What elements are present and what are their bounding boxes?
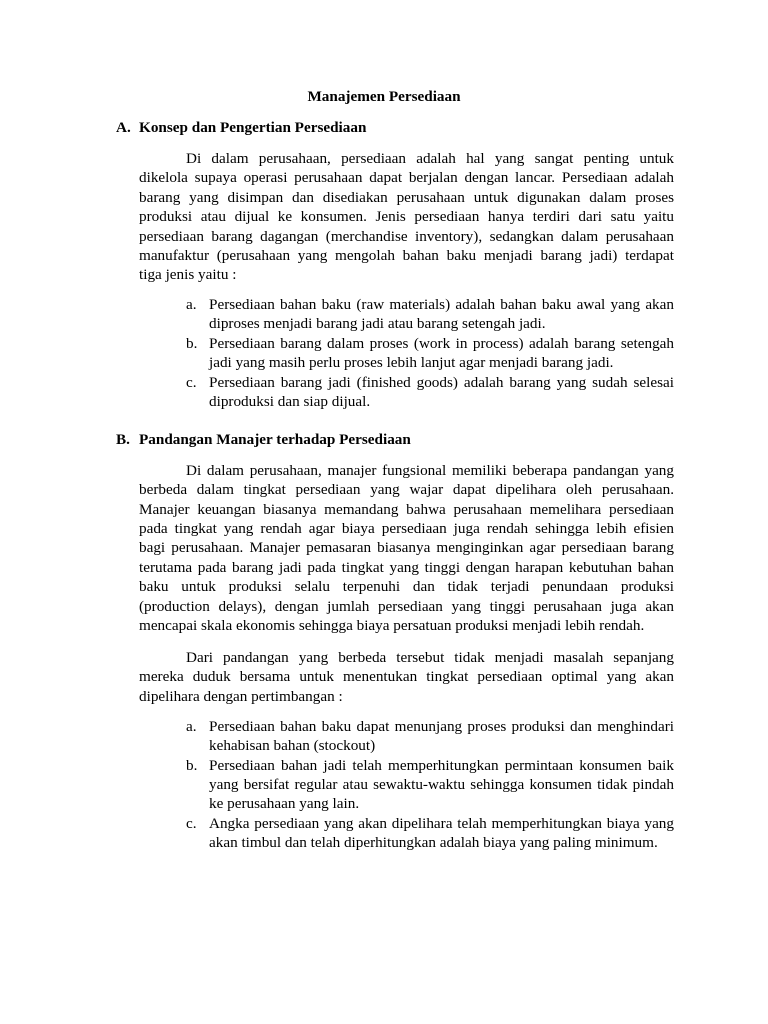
paragraph-line: Manajer keuangan biasanya memandang bahwa perusahaan memelihara persediaan — [139, 500, 674, 518]
section-b-list — [186, 717, 674, 853]
paragraph-line: dipelihara dengan pertimbangan : — [139, 687, 343, 705]
paragraph-line: bagi perusahaan. Manajer pemasaran biasanya menginginkan agar persediaan barang — [139, 539, 674, 557]
list-item-line: ke perusahaan yang lain. — [209, 795, 360, 813]
section-a-paragraph-1 — [139, 149, 674, 285]
paragraph-line: terutama pada barang jadi pada tingkat yang tinggi dengan harapan kebutuhan bahan — [139, 558, 674, 576]
section-b-heading-text: Pandangan Manajer terhadap Persediaan — [139, 430, 411, 448]
document-content — [0, 87, 768, 852]
section-b-heading — [0, 430, 768, 449]
paragraph-line: Dari pandangan yang berbeda tersebut tidak menjadi masalah sepanjang — [186, 648, 674, 666]
list-marker: b. — [186, 756, 198, 774]
paragraph-line: pada tingkat yang rendah agar biaya persediaan juga rendah sehingga lebih efisien — [139, 520, 674, 538]
section-b-paragraph-2 — [139, 648, 674, 706]
paragraph-line: berbeda dalam tingkat persediaan yang wajar dapat dipelihara oleh perusahaan. — [139, 481, 674, 499]
section-b-marker: B. — [116, 430, 130, 448]
list-item-text — [209, 334, 674, 373]
paragraph-line: persediaan barang dagangan (merchandise inventory), sedangkan dalam perusahaan — [139, 227, 674, 245]
list-item-text — [209, 373, 674, 412]
section-a-list — [186, 295, 674, 411]
list-item-line: Persediaan bahan baku dapat menunjang proses produksi dan menghindari — [209, 717, 674, 735]
list-marker: c. — [186, 373, 197, 391]
list-item-line: kehabisan bahan (stockout) — [209, 737, 376, 755]
paragraph-line: mereka duduk bersama untuk menentukan tingkat persediaan optimal yang akan — [139, 668, 674, 686]
list-item-line: yang bersifat regular atau sewaktu-waktu sehingga konsumen tidak pindah — [209, 775, 674, 793]
list-item-line: diproses menjadi barang jadi atau barang setengah jadi. — [209, 315, 546, 333]
section-a-heading-text: Konsep dan Pengertian Persediaan — [139, 119, 367, 137]
list-item-text — [209, 756, 674, 814]
list-item — [186, 295, 674, 334]
paragraph-line: produksi atau dijual ke konsumen. Jenis persediaan hanya terdiri dari satu yaitu — [139, 208, 674, 226]
section-a-marker: A. — [116, 119, 131, 137]
paragraph-line: Di dalam perusahaan, manajer fungsional memiliki beberapa pandangan yang — [186, 461, 674, 479]
list-item — [186, 756, 674, 814]
section-b-paragraph-1 — [139, 461, 674, 636]
list-item-line: Persediaan bahan jadi telah memperhitungkan permintaan konsumen baik — [209, 756, 674, 774]
list-marker: c. — [186, 814, 197, 832]
list-item — [186, 717, 674, 756]
list-marker: a. — [186, 717, 197, 735]
list-item-line: Persediaan bahan baku (raw materials) adalah bahan baku awal yang akan — [209, 295, 674, 313]
list-item-text — [209, 717, 674, 756]
list-item-line: Angka persediaan yang akan dipelihara telah memperhitungkan biaya yang — [209, 814, 674, 832]
list-item-text — [209, 814, 674, 853]
list-marker: b. — [186, 334, 198, 352]
list-item-line: akan timbul dan telah diperhitungkan adalah biaya yang paling minimum. — [209, 834, 658, 852]
list-marker: a. — [186, 295, 197, 313]
list-item-line: Persediaan barang jadi (finished goods) adalah barang yang sudah selesai — [209, 373, 674, 391]
list-item — [186, 373, 674, 412]
list-item-line: diproduksi dan siap dijual. — [209, 392, 371, 410]
list-item — [186, 334, 674, 373]
paragraph-line: tiga jenis yaitu : — [139, 266, 237, 284]
paragraph-line: Di dalam perusahaan, persediaan adalah hal yang sangat penting untuk — [186, 150, 674, 168]
list-item-line: Persediaan barang dalam proses (work in process) adalah barang setengah — [209, 334, 674, 352]
paragraph-line: mencapai skala ekonomis sehingga biaya persatuan produksi menjadi lebih rendah. — [139, 617, 645, 635]
paragraph-line: baku untuk produksi selalu terpenuhi dan tidak terjadi penundaan produksi — [139, 578, 674, 596]
paragraph-line: dikelola supaya operasi perusahaan dapat berjalan dengan lancar. Persediaan adalah — [139, 169, 674, 187]
list-item-text — [209, 295, 674, 334]
document-title: Manajemen Persediaan — [307, 88, 461, 106]
paragraph-line: manufaktur (perusahaan yang mengolah bahan baku menjadi barang jadi) terdapat — [139, 247, 674, 265]
paragraph-line: barang yang disimpan dan disediakan perusahaan untuk digunakan dalam proses — [139, 188, 674, 206]
list-item-line: jadi yang masih perlu proses lebih lanjut agar menjadi barang jadi. — [209, 354, 614, 372]
list-item — [186, 814, 674, 853]
section-a-heading — [0, 118, 768, 137]
paragraph-line: (production delays), dengan jumlah persediaan yang tinggi perusahaan juga akan — [139, 597, 674, 615]
